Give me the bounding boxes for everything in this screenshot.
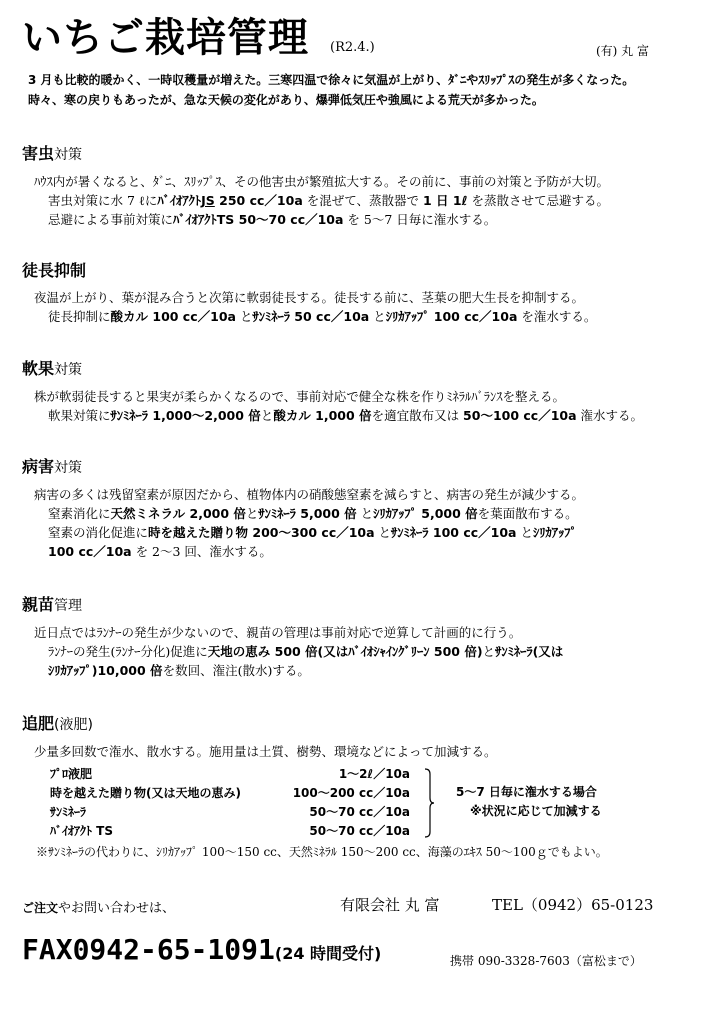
- substitution-note: ※ｻﾝﾐﾈｰﾗの代わりに、ｼﾘｶｱｯﾌﾟ 100～150 cc、天然ﾐﾈﾗﾙ 150～200 cc、海藻のｴｷｽ 50～100ｇでもよい。: [36, 845, 608, 859]
- body-line: ｼﾘｶｱｯﾌﾟ)10,000 倍を数回、潅注(散水)する。: [48, 663, 310, 678]
- fertilizer-amount: 50～70 cc／10a: [309, 824, 410, 838]
- fertilizer-note: [456, 783, 602, 821]
- heading-suffix: 対策: [54, 147, 83, 163]
- body-line: 株が軟弱徒長すると果実が柔らかくなるので、事前対応で健全な株を作りﾐﾈﾗﾙﾊﾞﾗﾝｽを整える。: [34, 389, 566, 404]
- order-label: ご注文: [22, 901, 59, 915]
- body-line: 近日点ではﾗﾝﾅｰの発生が少ないので、親苗の管理は事前対応で逆算して計画的に行う。: [34, 625, 522, 640]
- note-line: ※状況に応じて加減する: [470, 804, 602, 818]
- body-line: 軟果対策にｻﾝﾐﾈｰﾗ 1,000～2,000 倍と酸カル 1,000 倍を適宜散布又は 50～100 cc／10a 潅水する。: [48, 408, 644, 423]
- issue-date: (R2.4.): [330, 40, 375, 55]
- page-title: いちご栽培管理: [22, 15, 309, 61]
- body-line: 忌避による事前対策にﾊﾞｲｵｱｸﾄTS 50～70 cc／10a を 5～7 日毎に潅水する。: [48, 212, 497, 227]
- body-line: 少量多回数で潅水、散水する。施用量は土質、樹勢、環境などによって加減する。: [34, 744, 497, 759]
- section-body: [34, 288, 596, 326]
- section-top-dressing: [22, 713, 497, 761]
- body-line: 窒素消化に天然ミネラル 2,000 倍とｻﾝﾐﾈｰﾗ 5,000 倍 とｼﾘｶｱｯﾌﾟ 5,000 倍を葉面散布する。: [48, 506, 578, 521]
- mobile-number: 携帯 090-3328-7603（富松まで）: [450, 954, 642, 968]
- company-name: 有限会社 丸 富: [340, 896, 440, 914]
- company-short-name: (有) 丸 富: [596, 44, 649, 58]
- section-soft-fruit: [22, 358, 643, 425]
- section-growth-suppression: [22, 260, 596, 326]
- section-body: [34, 485, 584, 561]
- intro-line: 時々、寒の戻りもあったが、急な天候の変化があり、爆弾低気圧や強風による荒天が多かった。: [28, 93, 544, 107]
- note-line: 5～7 日毎に潅水する場合: [456, 785, 597, 799]
- intro-line: 3 月も比較的暖かく、一時収穫量が増えた。三寒四温で徐々に気温が上がり、ﾀﾞﾆやｽﾘｯﾌﾟｽの発生が多くなった。: [28, 73, 635, 87]
- section-parent-seedling: [22, 594, 563, 680]
- section-heading: 追肥(液肥): [22, 714, 93, 733]
- body-line: ﾗﾝﾅｰの発生(ﾗﾝﾅｰ分化)促進に天地の恵み 500 倍(又はﾊﾞｲｵｼｬｲﾝｸﾞﾘｰﾝ 500 倍)とｻﾝﾐﾈｰﾗ(又は: [48, 644, 564, 659]
- section-body: [34, 742, 497, 761]
- fertilizer-amount: 100～200 cc／10a: [292, 786, 410, 800]
- table-row: [50, 803, 430, 822]
- fax-number: FAX0942-65-1091(24 時間受付): [22, 933, 382, 966]
- table-row: [50, 784, 430, 803]
- section-heading: 軟果対策: [22, 359, 83, 378]
- body-line: 窒素の消化促進に時を越えた贈り物 200～300 cc／10a とｻﾝﾐﾈｰﾗ 100 cc／10a とｼﾘｶｱｯﾌﾟ: [48, 525, 577, 540]
- table-row: [50, 822, 430, 841]
- fertilizer-name: ﾊﾞｲｵｱｸﾄ TS: [50, 824, 114, 838]
- section-heading: 徒長抑制: [22, 261, 87, 280]
- body-line: 病害の多くは残留窒素が原因だから、植物体内の硝酸態窒素を減らすと、病害の発生が減少する。: [34, 487, 585, 502]
- section-pest-control: [22, 143, 609, 229]
- fax-hours: (24 時間受付): [274, 944, 382, 963]
- phone-number: TEL（0942）65-0123: [492, 896, 654, 914]
- fertilizer-amount: 50～70 cc／10a: [309, 805, 410, 819]
- heading-main: 害虫: [22, 144, 55, 163]
- order-text: ご注文やお問い合わせは、: [22, 901, 176, 916]
- intro-paragraph: [28, 70, 634, 110]
- fertilizer-amount: 1～2ℓ／10a: [338, 767, 410, 781]
- body-line: ﾊｳｽ内が暑くなると、ﾀﾞﾆ、ｽﾘｯﾌﾟｽ、その他害虫が繁殖拡大する。その前に、事前の対策と予防が大切。: [34, 174, 610, 189]
- section-disease-control: [22, 456, 584, 561]
- fertilizer-name: ｻﾝﾐﾈｰﾗ: [50, 805, 87, 819]
- section-body: [34, 387, 643, 425]
- fertilizer-name: 時を越えた贈り物(又は天地の恵み): [50, 786, 241, 800]
- right-brace-icon: [424, 768, 434, 838]
- section-body: [34, 623, 563, 680]
- table-row: [50, 765, 430, 784]
- section-body: [34, 172, 609, 229]
- fertilizer-name: ﾌﾟﾛ液肥: [50, 767, 93, 781]
- section-heading: [22, 143, 609, 166]
- section-heading: 親苗管理: [22, 595, 83, 614]
- fertilizer-table: [50, 765, 430, 841]
- body-line: 徒長抑制に酸カル 100 cc／10a とｻﾝﾐﾈｰﾗ 50 cc／10a とｼﾘｶｱｯﾌﾟ 100 cc／10a を潅水する。: [48, 309, 597, 324]
- section-heading: 病害対策: [22, 457, 83, 476]
- body-line: 100 cc／10a を 2～3 回、潅水する。: [48, 544, 272, 559]
- body-line: 夜温が上がり、葉が混み合うと次第に軟弱徒長する。徒長する前に、茎葉の肥大生長を抑制する。: [34, 290, 585, 305]
- body-line: 害虫対策に水 7 ℓにﾊﾞｲｵｱｸﾄJS 250 cc／10a を混ぜて、蒸散器で 1 日 1ℓ を蒸散させて忌避する。: [48, 193, 609, 208]
